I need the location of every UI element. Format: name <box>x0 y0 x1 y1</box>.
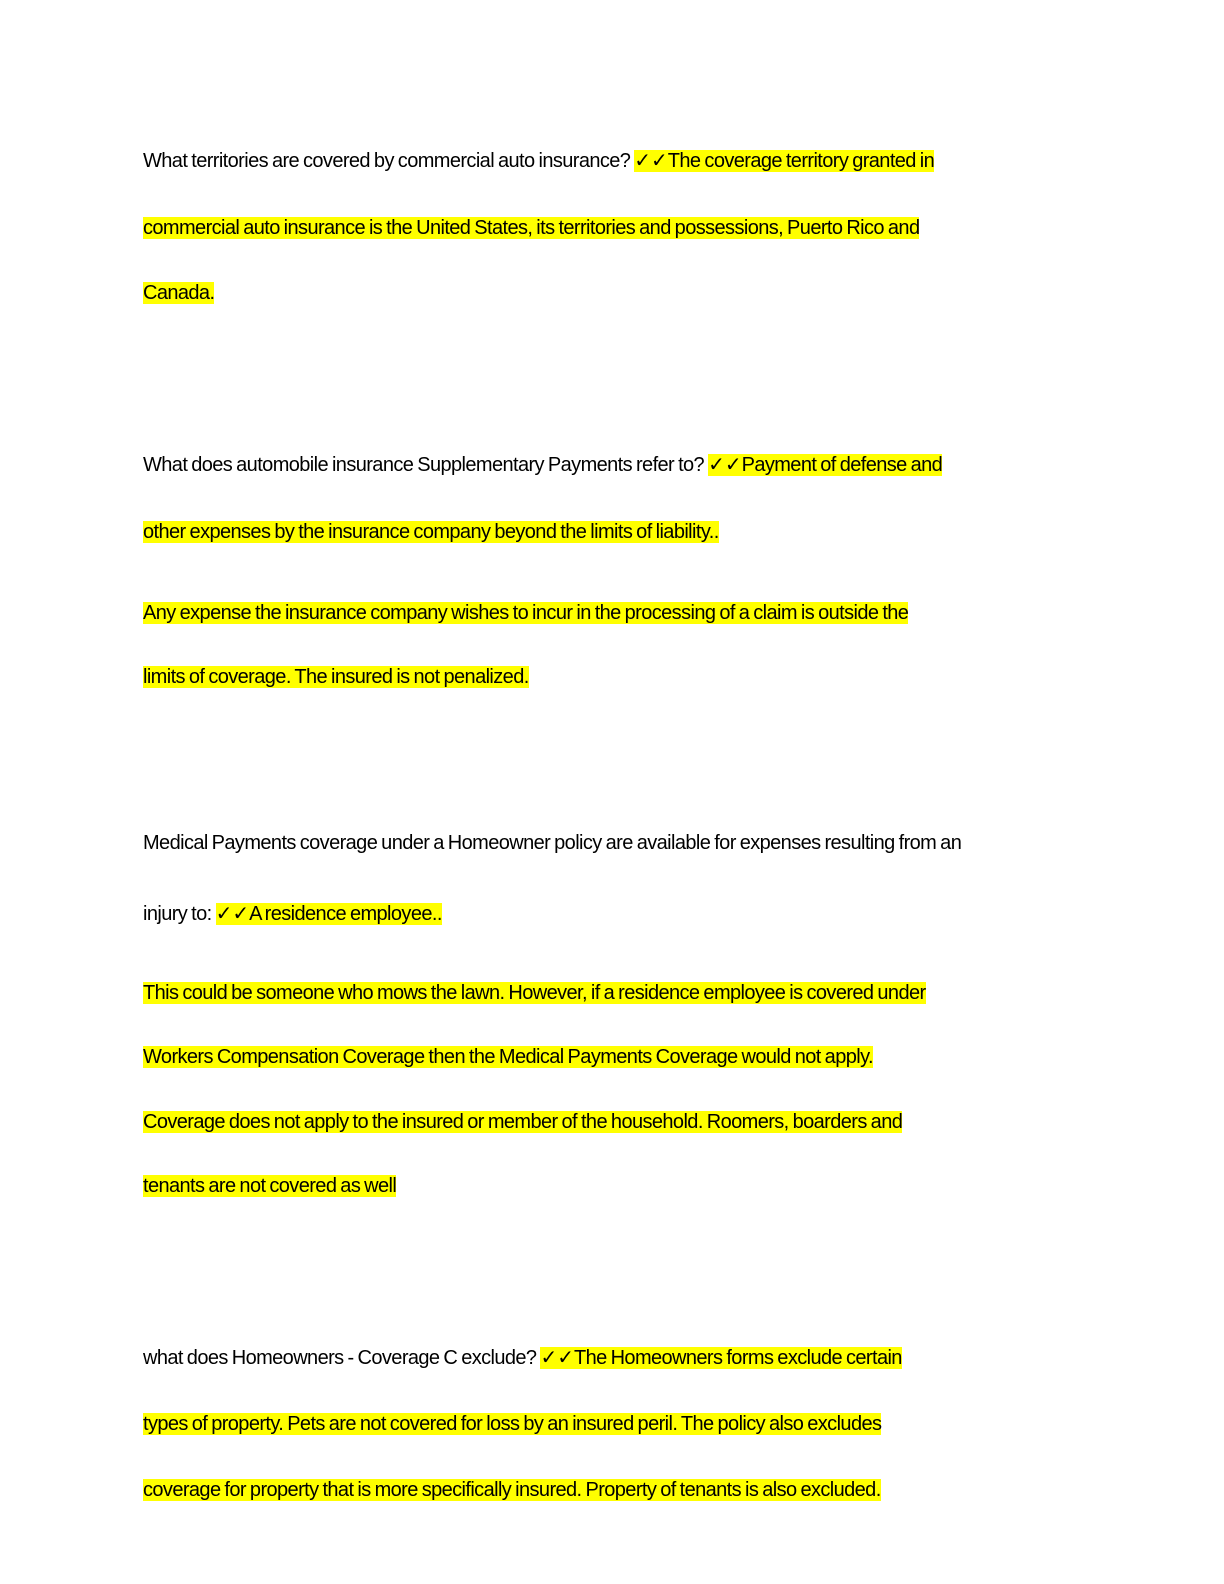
qa-2-line-4 <box>143 660 529 694</box>
answer-text: coverage for property that is more specifically insured. Property of tenants is also excluded. <box>143 1479 881 1501</box>
qa-4-line-1 <box>143 1340 902 1375</box>
qa-2-line-1 <box>143 447 942 482</box>
qa-1-line-1 <box>143 143 934 178</box>
qa-2-line-3 <box>143 596 908 630</box>
question-text: What territories are covered by commercial auto insurance? <box>143 150 631 172</box>
qa-1-line-3 <box>143 276 214 310</box>
answer-text: other expenses by the insurance company beyond the limits of liability.. <box>143 521 719 543</box>
qa-4-line-2 <box>143 1407 881 1441</box>
question-text: what does Homeowners - Coverage C exclude? <box>143 1347 537 1369</box>
double-check-icon: ✓✓ <box>708 452 742 476</box>
answer-text: commercial auto insurance is the United States, its territories and possessions, Puerto Rico and <box>143 217 920 239</box>
question-text: injury to: <box>143 903 212 925</box>
answer-text: Coverage does not apply to the insured or member of the household. Roomers, boarders and <box>143 1111 903 1133</box>
question-text: Medical Payments coverage under a Homeowner policy are available for expenses resulting from an <box>143 832 962 854</box>
question-text: What does automobile insurance Supplementary Payments refer to? <box>143 454 705 476</box>
answer-highlight <box>708 454 942 476</box>
answer-text: A residence employee.. <box>249 903 442 925</box>
qa-3-line-4 <box>143 1040 873 1074</box>
qa-4-line-3 <box>143 1473 881 1507</box>
qa-3-line-3 <box>143 976 926 1010</box>
qa-1-line-2 <box>143 211 919 245</box>
answer-text: Canada. <box>143 282 215 304</box>
qa-3-line-5 <box>143 1105 902 1139</box>
double-check-icon: ✓✓ <box>215 901 250 925</box>
qa-3-line-2 <box>143 896 442 931</box>
qa-3-line-1 <box>143 826 961 860</box>
answer-text: Workers Compensation Coverage then the Medical Payments Coverage would not apply. <box>143 1046 873 1068</box>
answer-text: Any expense the insurance company wishes to incur in the processing of a claim is outside the <box>143 602 909 624</box>
answer-text: This could be someone who mows the lawn. However, if a residence employee is covered under <box>143 982 926 1004</box>
answer-highlight <box>216 903 442 925</box>
answer-text: types of property. Pets are not covered for loss by an insured peril. The policy also excludes <box>143 1413 882 1435</box>
answer-text: The coverage territory granted in <box>667 150 935 172</box>
answer-highlight <box>540 1347 901 1369</box>
answer-text: Payment of defense and <box>741 454 943 476</box>
answer-text: limits of coverage. The insured is not penalized. <box>143 666 529 688</box>
qa-2-line-2 <box>143 515 719 549</box>
answer-highlight <box>634 150 934 172</box>
double-check-icon: ✓✓ <box>634 148 668 172</box>
qa-3-line-6 <box>143 1169 396 1203</box>
answer-text: tenants are not covered as well <box>143 1175 397 1197</box>
double-check-icon: ✓✓ <box>540 1345 574 1369</box>
answer-text: The Homeowners forms exclude certain <box>573 1347 902 1369</box>
